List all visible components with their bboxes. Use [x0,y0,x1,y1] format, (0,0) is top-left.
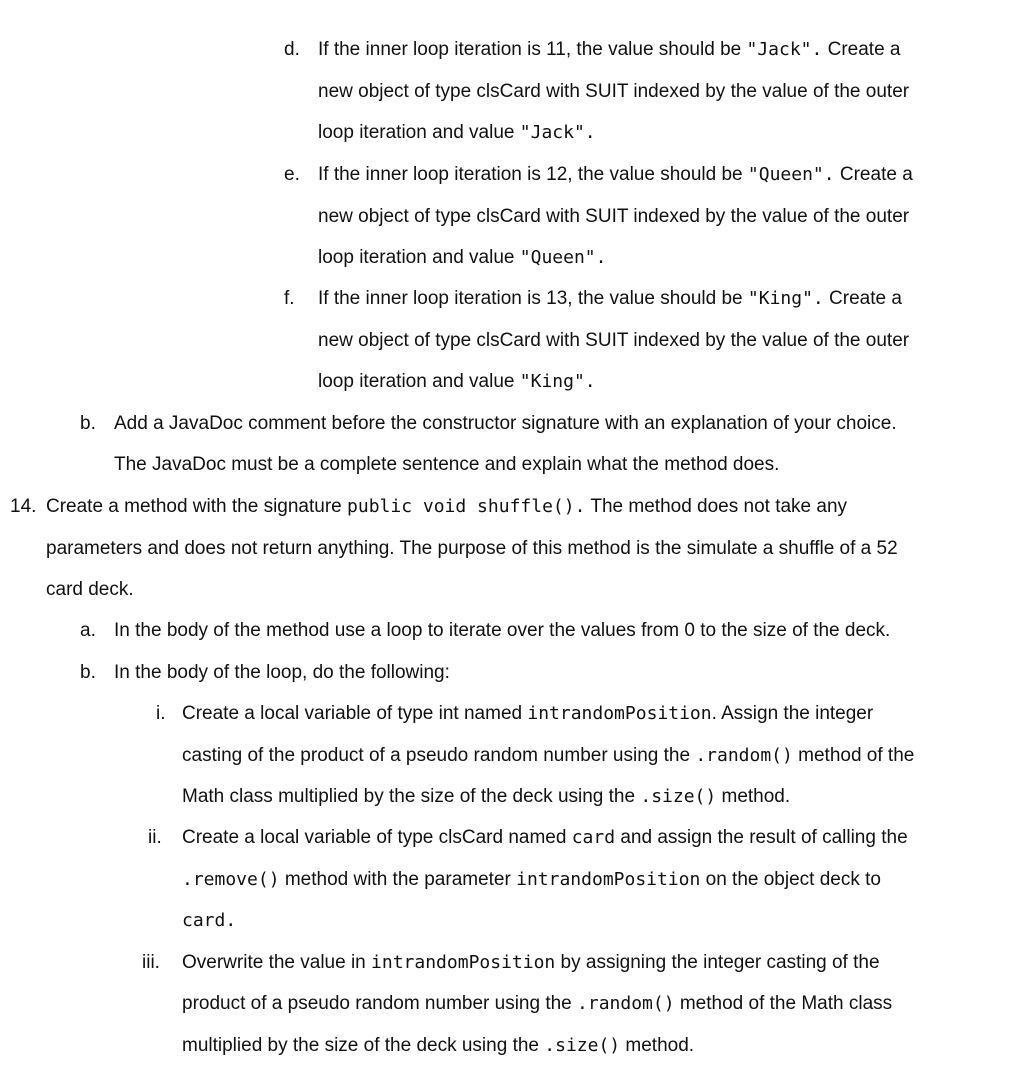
text-line: new object of type clsCard with SUIT indexed by the value of the outer [318,81,910,102]
list-marker: ii. [148,827,162,848]
list-marker: d. [284,39,300,60]
text-line: If the inner loop iteration is 12, the value should be "Queen". Create a [318,164,913,185]
text-line: Create a method with the signature public void shuffle(). The method does not take any [46,496,848,517]
list-marker: f. [284,288,295,309]
text-line: loop iteration and value "King". [318,371,596,392]
list-marker: i. [156,703,166,724]
text-line: casting of the product of a pseudo random number using the .random() method of the [182,745,915,766]
list-marker: 14. [10,496,37,517]
text-line: .remove() method with the parameter intrandomPosition on the object deck to [182,869,881,890]
text-line: The JavaDoc must be a complete sentence and explain what the method does. [114,454,780,475]
text-line: new object of type clsCard with SUIT indexed by the value of the outer [318,206,910,227]
text-line: new object of type clsCard with SUIT indexed by the value of the outer [318,330,910,351]
text-line: product of a pseudo random number using the .random() method of the Math class [182,993,893,1014]
text-line: If the inner loop iteration is 11, the value should be "Jack". Create a [318,39,901,60]
list-marker: b. [80,413,96,434]
text-line: Create a local variable of type clsCard named card and assign the result of calling the [182,827,908,848]
text-line: multiplied by the size of the deck using the .size() method. [182,1035,695,1056]
text-line: Overwrite the value in intrandomPosition by assigning the integer casting of the [182,952,880,973]
text-line: Math class multiplied by the size of the deck using the .size() method. [182,786,791,807]
text-line: loop iteration and value "Jack". [318,122,596,143]
text-line: card. [182,910,237,931]
text-line: If the inner loop iteration is 13, the value should be "King". Create a [318,288,902,309]
text-line: In the body of the method use a loop to iterate over the values from 0 to the size of the deck. [114,620,891,641]
text-line: loop iteration and value "Queen". [318,247,607,268]
list-marker: e. [284,164,300,185]
text-line: Add a JavaDoc comment before the constructor signature with an explanation of your choice. [114,413,897,434]
text-line: parameters and does not return anything. The purpose of this method is the simulate a shuffle of a 52 [46,538,898,559]
list-marker: a. [80,620,96,641]
text-line: In the body of the loop, do the following: [114,662,450,683]
text-line: card deck. [46,579,134,600]
list-marker: iii. [142,952,160,973]
text-line: Create a local variable of type int named intrandomPosition. Assign the integer [182,703,874,724]
list-marker: b. [80,662,96,683]
